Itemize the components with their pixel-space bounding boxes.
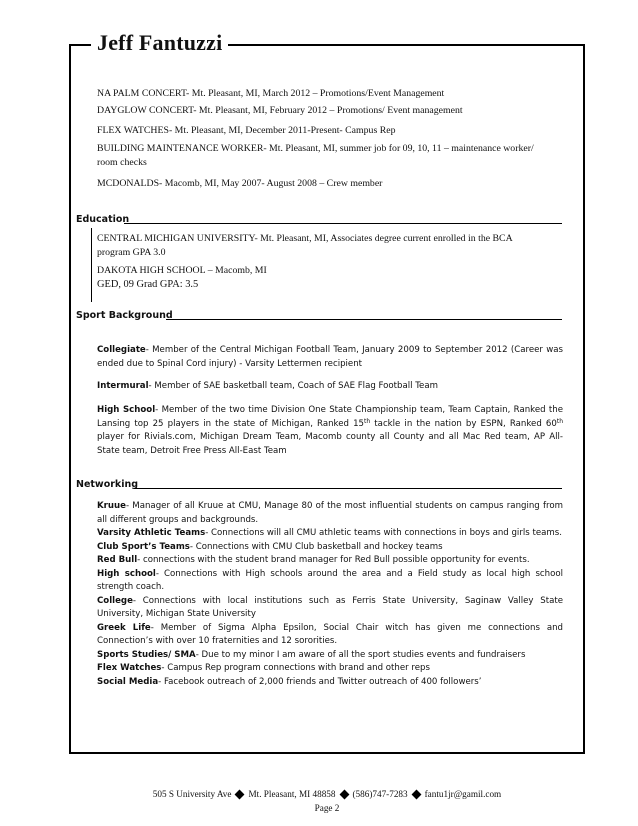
experience-item: NA PALM CONCERT- Mt. Pleasant, MI, March 2012 – Promotions/Event Management	[97, 88, 445, 99]
highschool-text: player for Rivials.com, Michigan Dream Team, Macomb county all County and all Mac Red team, AP All-State team, Detroit Free Press All-East Team	[97, 432, 563, 456]
highschool-label: High School	[97, 405, 156, 415]
footer-address: 505 S University Ave	[152, 789, 232, 799]
ordinal-suffix: th	[556, 417, 563, 425]
networking-label: Social Media	[97, 676, 159, 687]
networking-item	[97, 595, 563, 622]
footer-contact	[69, 788, 585, 800]
networking-item	[97, 676, 563, 690]
networking-item	[97, 649, 563, 663]
networking-rule	[134, 488, 562, 489]
networking-label: Red Bull	[97, 555, 138, 565]
page-number: Page 2	[314, 803, 340, 813]
diamond-separator-icon	[411, 789, 421, 799]
networking-list	[97, 500, 563, 689]
networking-item	[97, 527, 563, 541]
networking-item	[97, 554, 563, 568]
highschool-text: tackle in the nation by ESPN, Ranked 60	[370, 418, 557, 429]
networking-label: College	[97, 595, 133, 606]
experience-item: BUILDING MAINTENANCE WORKER- Mt. Pleasant, MI, summer job for 09, 10, 11 – maintenance worker/ room checks	[97, 143, 534, 168]
footer-email: fantu1jr@gamil.com	[424, 789, 502, 799]
networking-item	[97, 568, 563, 595]
networking-item	[97, 500, 563, 527]
diamond-separator-icon	[339, 789, 349, 799]
experience-item: FLEX WATCHES- Mt. Pleasant, MI, December 2011-Present- Campus Rep	[97, 125, 396, 136]
networking-label: Varsity Athletic Teams	[97, 528, 206, 538]
highschool-entry	[97, 404, 563, 458]
education-entry: CENTRAL MICHIGAN UNIVERSITY- Mt. Pleasant, MI, Associates degree current enrolled in the BCA program GPA 3.0	[97, 233, 513, 258]
networking-label: Greek Life	[97, 622, 151, 633]
collegiate-text: - Member of the Central Michigan Football Team, January 2009 to September 2012 (Career was ended due to Spinal Cord injury) - Varsity Lettermen recipient	[97, 345, 563, 369]
networking-text: - Member of Sigma Alpha Epsilon, Social Chair witch has given me connections and Connection’s with over 10 fraternities and 12 sororities.	[97, 622, 563, 646]
highschool-text: - Member of the two time Division One State Championship team, Team Captain, Ranked the Lansing top 25 players in the state of Michigan, Ranked 15	[97, 405, 563, 429]
networking-text: - Connections with CMU Club basketball and hockey teams	[189, 541, 443, 552]
intermural-entry	[97, 380, 563, 394]
networking-label: Kruue	[97, 501, 126, 511]
intermural-text: - Member of SAE basketball team, Coach of SAE Flag Football Team	[148, 381, 438, 391]
education-heading: Education	[76, 214, 130, 225]
collegiate-entry	[97, 344, 563, 371]
networking-text: - Facebook outreach of 2,000 friends and Twitter outreach of 400 followers’	[158, 676, 482, 687]
footer-phone: (586)747-7283	[352, 789, 408, 799]
education-rule	[124, 223, 562, 224]
networking-label: Sports Studies/ SMA	[97, 649, 196, 660]
sport-heading: Sport Background	[76, 310, 173, 321]
networking-text: - Connections with High schools around the area and a Field study as local high school strength coach.	[97, 568, 563, 592]
intermural-label: Intermural	[97, 381, 149, 391]
ordinal-suffix: th	[364, 417, 371, 425]
networking-text: - Due to my minor I am aware of all the sport studies events and fundraisers	[195, 649, 526, 660]
networking-text: - Manager of all Kruue at CMU, Manage 80 of the most influential students on campus ranging from all different groups and backgrounds.	[97, 501, 563, 525]
footer-city: Mt. Pleasant, MI 48858	[248, 789, 336, 799]
networking-item	[97, 622, 563, 649]
experience-item: DAYGLOW CONCERT- Mt. Pleasant, MI, February 2012 – Promotions/ Event management	[97, 105, 463, 116]
networking-item	[97, 541, 563, 555]
networking-label: Flex Watches	[97, 663, 162, 673]
diamond-separator-icon	[235, 789, 245, 799]
education-entry: GED, 09 Grad GPA: 3.5	[97, 279, 199, 290]
networking-text: - connections with the student brand manager for Red Bull possible opportunity for events.	[137, 555, 530, 565]
networking-text: - Connections with local institutions such as Ferris State University, Saginaw Valley State University, Michigan State University	[97, 595, 563, 619]
networking-text: - Connections will all CMU athletic teams with connections in boys and girls teams.	[205, 528, 562, 538]
sport-rule	[166, 319, 562, 320]
networking-label: Club Sport’s Teams	[97, 541, 190, 552]
education-bar	[91, 228, 92, 302]
education-entry: DAKOTA HIGH SCHOOL – Macomb, MI	[97, 265, 267, 276]
resume-name: Jeff Fantuzzi	[91, 29, 228, 57]
collegiate-label: Collegiate	[97, 345, 146, 355]
experience-item: MCDONALDS- Macomb, MI, May 2007- August 2008 – Crew member	[97, 178, 383, 189]
networking-heading: Networking	[76, 479, 139, 490]
networking-text: - Campus Rep program connections with brand and other reps	[161, 663, 430, 673]
networking-label: High school	[97, 568, 156, 579]
networking-item	[97, 662, 563, 676]
